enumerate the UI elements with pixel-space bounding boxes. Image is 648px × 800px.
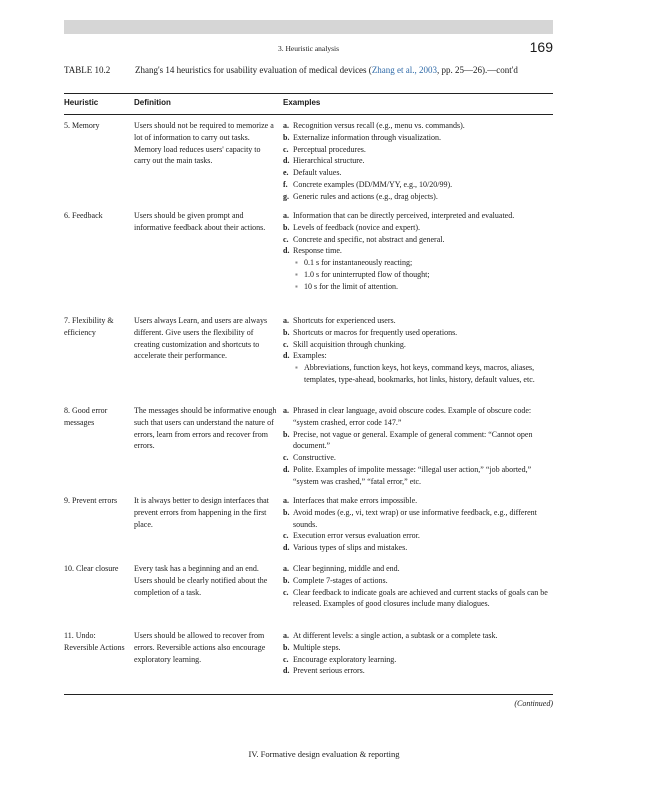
examples-cell xyxy=(283,120,553,203)
example-marker: c. xyxy=(283,453,289,463)
example-item xyxy=(283,464,553,488)
examples-cell xyxy=(283,210,553,293)
example-marker: d. xyxy=(283,246,290,256)
example-marker: b. xyxy=(283,575,290,585)
sub-bullet-text: 10 s for the limit of attention. xyxy=(304,281,398,291)
example-marker: c. xyxy=(283,587,289,597)
example-marker: b. xyxy=(283,642,290,652)
example-marker: c. xyxy=(283,531,289,541)
example-text: Examples: xyxy=(293,351,327,361)
example-marker: b. xyxy=(283,429,290,439)
example-item xyxy=(283,210,553,222)
example-item xyxy=(283,327,553,339)
sub-bullet-text: 1.0 s for uninterrupted flow of thought; xyxy=(304,269,430,279)
table-top-rule xyxy=(64,93,553,94)
definition-cell: Users should be allowed to recover from errors. Reversible actions also encourage exploratory learning. xyxy=(134,631,266,664)
table-header-rule xyxy=(64,114,553,115)
example-text: Perceptual procedures. xyxy=(293,144,366,154)
citation-link[interactable]: Zhang et al., 2003 xyxy=(371,65,438,75)
example-text: Externalize information through visualization. xyxy=(293,132,441,142)
bullet-icon: ▪ xyxy=(295,258,298,268)
example-item xyxy=(283,234,553,246)
definition-cell: The messages should be informative enough such that users can understand the nature of errors, learn from errors and recover from errors. xyxy=(134,406,277,451)
example-marker: c. xyxy=(283,234,289,244)
example-text: Prevent serious errors. xyxy=(293,666,365,676)
example-text: Shortcuts or macros for frequently used operations. xyxy=(293,327,458,337)
example-marker: a. xyxy=(283,631,289,640)
example-text: Polite. Examples of impolite message: “illegal user action,” “job aborted,” “system was crashed,” “fatal error,” etc. xyxy=(293,464,532,486)
example-text: Default values. xyxy=(293,168,342,178)
example-item xyxy=(283,429,553,453)
example-text: Complete 7-stages of actions. xyxy=(293,575,388,585)
bullet-icon: ▪ xyxy=(295,269,298,279)
example-marker: e. xyxy=(283,168,289,178)
table-label: TABLE 10.2 xyxy=(64,65,111,75)
example-marker: a. xyxy=(283,406,289,415)
example-marker: c. xyxy=(283,144,289,154)
example-marker: a. xyxy=(283,316,289,325)
heuristic-cell: 9. Prevent errors xyxy=(64,496,118,505)
example-item xyxy=(283,665,553,677)
example-item xyxy=(283,563,553,575)
example-text: Execution error versus evaluation error. xyxy=(293,531,420,541)
example-text: Encourage exploratory learning. xyxy=(293,654,397,664)
example-sub-bullet xyxy=(283,281,553,293)
example-marker: b. xyxy=(283,222,290,232)
running-head xyxy=(64,40,553,56)
definition-cell: Users always Learn, and users are always different. Give users the flexibility of creating customization and shortcuts to accelerate their performance. xyxy=(134,316,268,361)
sub-bullet-text: Abbreviations, function keys, hot keys, command keys, macros, aliases, templates, type-ahead, bookmarks, hot links, history, default values, etc. xyxy=(304,363,535,384)
example-text: At different levels: a single action, a subtask or a complete task. xyxy=(293,631,498,640)
example-text: Response time. xyxy=(293,246,342,256)
bullet-icon: ▪ xyxy=(295,363,298,373)
example-marker: b. xyxy=(283,327,290,337)
example-marker: a. xyxy=(283,211,289,220)
example-item xyxy=(283,495,553,507)
example-text: Avoid modes (e.g., vi, text wrap) or use informative feedback, e.g., different sounds. xyxy=(293,507,537,529)
column-header-heuristic: Heuristic xyxy=(64,98,99,107)
example-text: Recognition versus recall (e.g., menu vs. commands). xyxy=(293,121,465,130)
example-text: Clear feedback to indicate goals are achieved and current stacks of goals can be released. Examples of good closures include many dialogues. xyxy=(293,587,548,609)
example-text: Precise, not vague or general. Example of general comment: “Cannot open document.” xyxy=(293,429,533,451)
examples-cell xyxy=(283,315,553,386)
example-item xyxy=(283,575,553,587)
example-marker: b. xyxy=(283,132,290,142)
example-text: Skill acquisition through chunking. xyxy=(293,339,406,349)
example-text: Interfaces that make errors impossible. xyxy=(293,496,418,505)
caption-text: Zhang's 14 heuristics for usability evaluation of medical devices ( xyxy=(135,65,372,75)
example-item xyxy=(283,452,553,464)
example-item xyxy=(283,144,553,156)
example-item xyxy=(283,630,553,642)
example-item xyxy=(283,120,553,132)
example-text: Various types of slips and mistakes. xyxy=(293,543,408,553)
page-footer: IV. Formative design evaluation & reporting xyxy=(248,749,400,759)
examples-cell xyxy=(283,563,553,610)
definition-cell: Every task has a beginning and an end. Users should be clearly notified about the completion of a task. xyxy=(134,564,268,597)
example-marker: a. xyxy=(283,496,289,505)
example-text: Multiple steps. xyxy=(293,642,341,652)
example-item xyxy=(283,167,553,179)
example-marker: a. xyxy=(283,121,289,130)
header-bar xyxy=(64,20,553,34)
example-item xyxy=(283,245,553,257)
example-marker: a. xyxy=(283,564,289,573)
page-number: 169 xyxy=(529,39,553,55)
example-item xyxy=(283,339,553,351)
example-text: Phrased in clear language, avoid obscure codes. Example of obscure code: “system crashed, error code 147.” xyxy=(293,406,532,427)
example-marker: c. xyxy=(283,654,289,664)
continued-note: (Continued) xyxy=(514,699,553,708)
example-item xyxy=(283,132,553,144)
example-item xyxy=(283,507,553,531)
example-item xyxy=(283,654,553,666)
heuristic-cell: 7. Flexibility & efficiency xyxy=(64,316,114,337)
table-title xyxy=(135,64,535,76)
example-item xyxy=(283,542,553,554)
column-header-examples: Examples xyxy=(283,98,321,107)
example-text: Levels of feedback (novice and expert). xyxy=(293,222,421,232)
definition-cell: Users should be given prompt and informative feedback about their actions. xyxy=(134,211,266,232)
heuristic-cell: 8. Good error messages xyxy=(64,406,108,427)
example-marker: d. xyxy=(283,666,290,676)
example-marker: d. xyxy=(283,464,290,474)
bullet-icon: ▪ xyxy=(295,281,298,291)
definition-cell: Users should not be required to memorize a lot of information to carry out tasks. Memory load reduces users' capacity to carry out the main tasks. xyxy=(134,121,274,166)
heuristic-cell: 10. Clear closure xyxy=(64,564,119,573)
example-text: Concrete and specific, not abstract and general. xyxy=(293,234,445,244)
example-item xyxy=(283,587,553,611)
example-sub-bullet xyxy=(283,269,553,281)
example-marker: c. xyxy=(283,339,289,349)
example-text: Hierarchical structure. xyxy=(293,156,365,166)
example-marker: b. xyxy=(283,507,290,517)
example-text: Shortcuts for experienced users. xyxy=(293,316,396,325)
example-marker: f. xyxy=(283,179,288,189)
table-bottom-rule xyxy=(64,694,553,695)
example-text: Constructive. xyxy=(293,453,336,463)
example-item xyxy=(283,222,553,234)
example-item xyxy=(283,530,553,542)
example-sub-bullet xyxy=(283,257,553,269)
example-marker: g. xyxy=(283,191,289,201)
sub-bullet-text: 0.1 s for instantaneously reacting; xyxy=(304,258,413,268)
definition-cell: It is always better to design interfaces that prevent errors from happening in the first place. xyxy=(134,496,269,529)
heuristic-cell: 5. Memory xyxy=(64,121,100,130)
caption-text-end: , pp. 25—26).—cont'd xyxy=(437,65,518,75)
example-text: Clear beginning, middle and end. xyxy=(293,564,400,573)
column-header-definition: Definition xyxy=(134,98,171,107)
example-sub-bullet xyxy=(283,362,553,386)
examples-cell xyxy=(283,630,553,677)
example-item xyxy=(283,315,553,327)
example-item xyxy=(283,179,553,191)
example-item xyxy=(283,191,553,203)
example-item xyxy=(283,405,553,429)
example-text: Generic rules and actions (e.g., drag objects). xyxy=(293,191,438,201)
examples-cell xyxy=(283,495,553,554)
heuristic-cell: 6. Feedback xyxy=(64,211,103,220)
example-text: Information that can be directly perceived, interpreted and evaluated. xyxy=(293,211,515,220)
example-marker: d. xyxy=(283,351,290,361)
examples-cell xyxy=(283,405,553,488)
example-text: Concrete examples (DD/MM/YY, e.g., 10/20/99). xyxy=(293,179,453,189)
example-item xyxy=(283,642,553,654)
heuristic-cell: 11. Undo: Reversible Actions xyxy=(64,631,125,652)
example-marker: d. xyxy=(283,156,290,166)
example-item xyxy=(283,350,553,362)
example-marker: d. xyxy=(283,543,290,553)
example-item xyxy=(283,155,553,167)
section-title: 3. Heuristic analysis xyxy=(277,44,340,53)
